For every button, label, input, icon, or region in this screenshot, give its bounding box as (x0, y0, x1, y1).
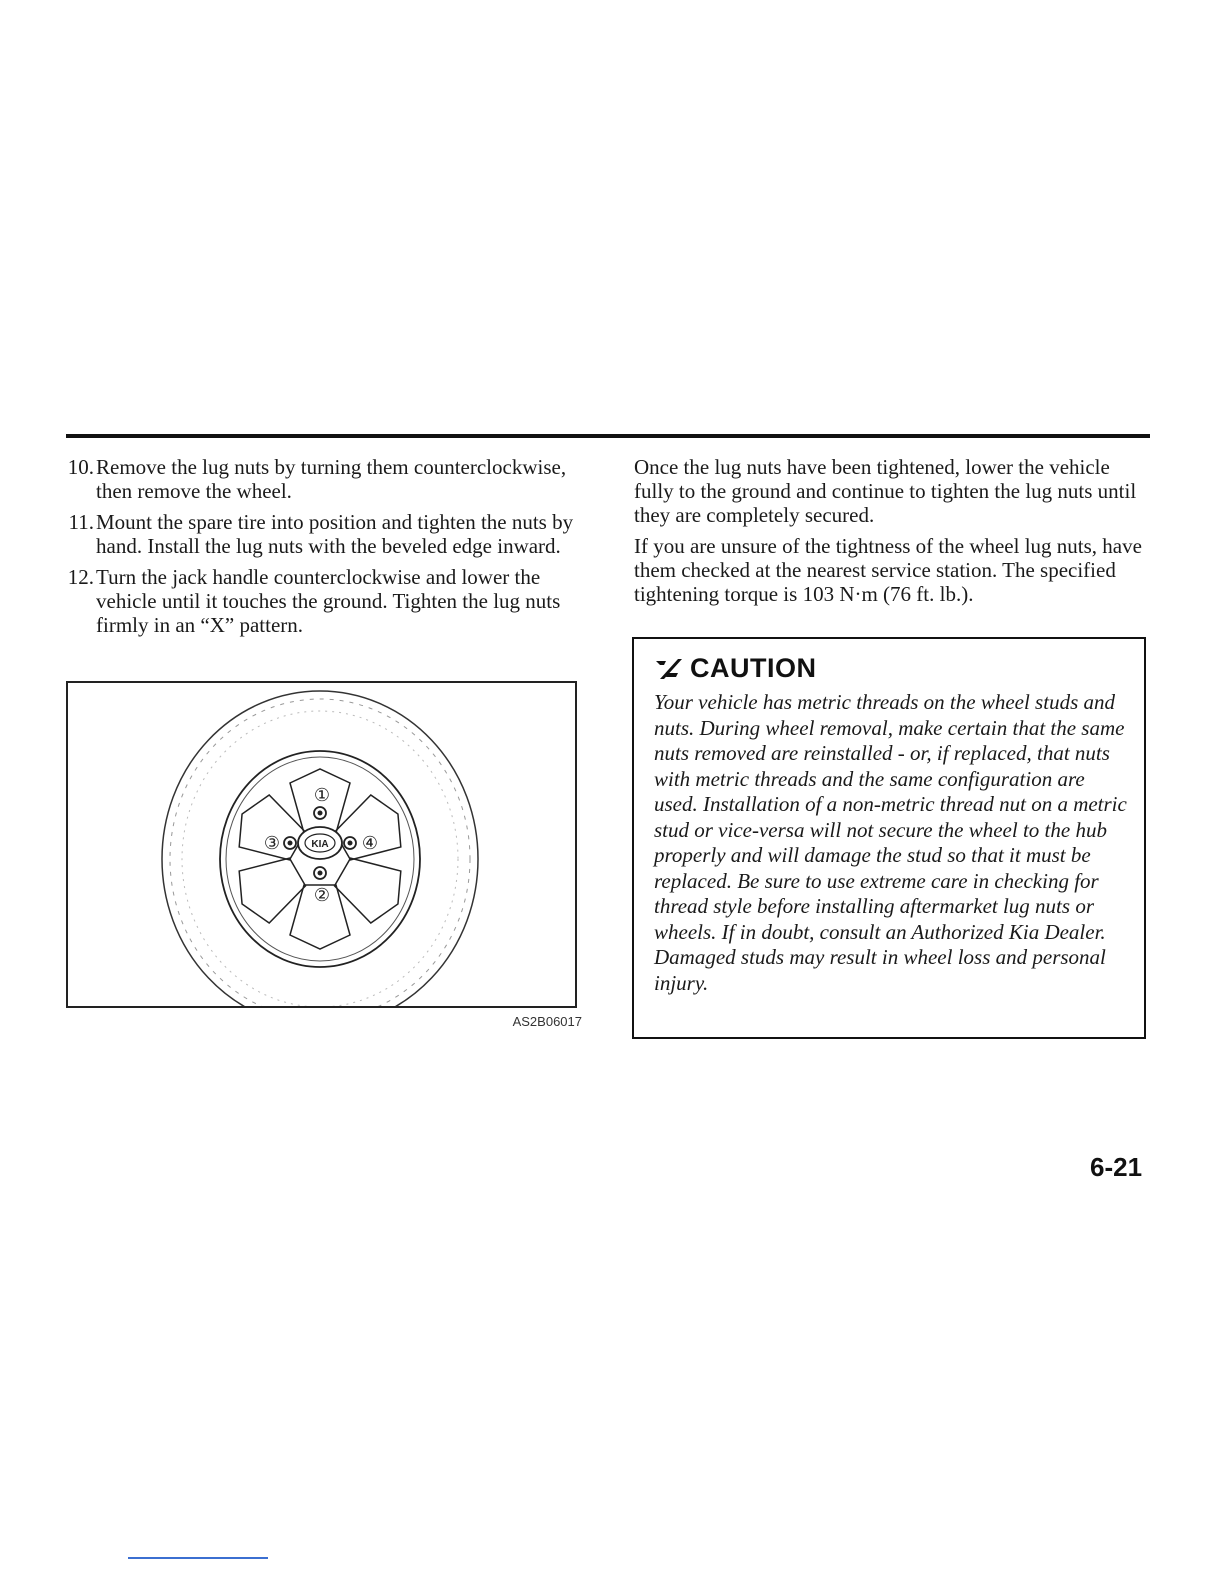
nut-label-4: ④ (361, 833, 379, 854)
nut-label-3: ③ (263, 833, 281, 854)
step-number: 11 . (54, 510, 94, 534)
caution-box (632, 637, 1146, 1039)
footer-line (128, 1557, 268, 1559)
step-number: 12 . (54, 565, 94, 589)
step-text: Turn the jack handle counterclockwise and lower the vehicle until it touches the ground. Tighten the lug nuts firmly in an “X” pattern. (96, 565, 561, 637)
step-12 (66, 565, 586, 637)
caution-header (654, 653, 1128, 684)
hub-logo: KIA (311, 839, 329, 850)
caution-slash-icon (654, 657, 684, 681)
nut-label-1: ① (313, 785, 331, 806)
step-text: Remove the lug nuts by turning them counterclockwise, then remove the wheel. (96, 455, 567, 503)
caution-text: Your vehicle has metric threads on the wheel studs and nuts. During wheel removal, make certain that the same nuts removed are reinstalled - or, if replaced, that nuts with metric threads and the same configuration are used. Installation of a non-metric thread nut on a metric stud or vice-versa will not secure the wheel to the hub properly and will damage the stud so that it must be replaced. Be sure to use extreme care in checking for thread style before installing aftermarket lug nuts or wheels. If in doubt, consult an Authorized Kia Dealer. Damaged studs may result in wheel loss and personal injury. (654, 690, 1127, 995)
wheel-lug-nut-figure (66, 681, 577, 1008)
wheel-illustration (68, 683, 575, 1006)
paragraph-torque: If you are unsure of the tightness of the wheel lug nuts, have them checked at the nearest service station. The specified tightening torque is 103 N·m (76 ft. lb.). (634, 534, 1142, 606)
left-column (66, 455, 586, 644)
page-number: 6-21 (1090, 1152, 1143, 1182)
paragraph-tighten: Once the lug nuts have been tightened, lower the vehicle fully to the ground and continue to tighten the lug nuts until they are completely secured. (634, 455, 1137, 527)
header-rule (66, 434, 1150, 438)
nut-label-2: ② (313, 885, 331, 906)
caution-title: CAUTION (690, 653, 817, 683)
step-10 (66, 455, 586, 503)
right-column (634, 455, 1150, 613)
step-text: Mount the spare tire into position and tighten the nuts by hand. Install the lug nuts with the beveled edge inward. (96, 510, 574, 558)
step-number: 10 . (54, 455, 94, 479)
figure-code: AS2B06017 (512, 1014, 582, 1029)
step-11 (66, 510, 586, 558)
